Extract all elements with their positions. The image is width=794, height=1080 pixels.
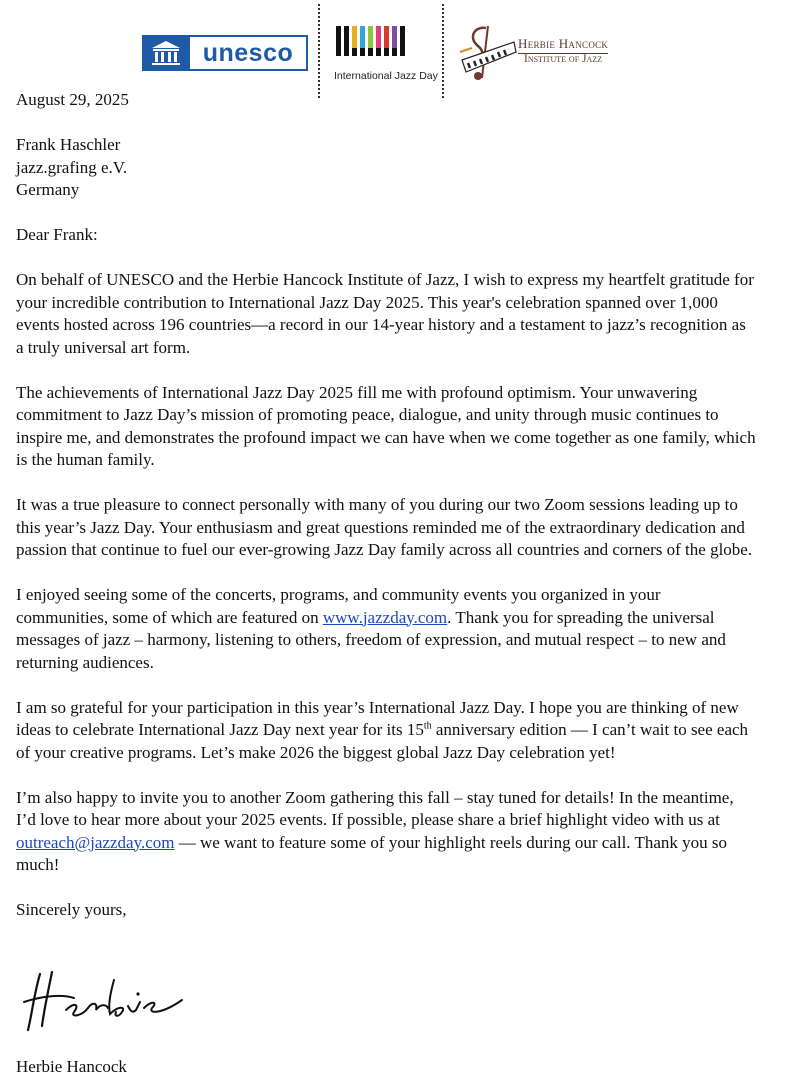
signature-icon	[22, 966, 192, 1036]
divider-dots	[442, 4, 444, 98]
jazz-day-keys-icon	[336, 26, 416, 62]
international-jazz-day-logo	[334, 26, 440, 82]
outreach-email-link[interactable]: outreach@jazzday.com	[16, 832, 175, 852]
hh-logo-line1: Herbie Hancock	[518, 36, 608, 54]
paragraph-4	[16, 584, 756, 674]
hh-logo-line2: Institute of Jazz	[524, 53, 603, 65]
recipient-country: Germany	[16, 180, 80, 199]
paragraph-4-text-b: . Thank you for spreading the universal messages of jazz – harmony, listening to others, freedom of expression, and mutual respect – to new and returning audiences.	[16, 607, 726, 672]
closing: Sincerely yours,	[16, 900, 127, 919]
paragraph-5	[16, 697, 756, 765]
letter-body	[16, 89, 756, 944]
jazz-day-logo-label: International Jazz Day	[334, 70, 438, 82]
piano-clef-icon	[458, 22, 518, 84]
paragraph-6-text-a: I’m also happy to invite you to another Zoom gathering this fall – stay tuned for details! In the meantime, I’d love to hear more about your 2025 events. If possible, please share a brief highlight video with us at	[16, 787, 734, 829]
unesco-temple-icon	[144, 37, 190, 69]
divider-dots	[318, 4, 320, 98]
recipient-address	[16, 134, 756, 202]
recipient-organization: jazz.grafing e.V.	[16, 157, 128, 177]
paragraph-5-text-a: I am so grateful for your participation in this year’s International Jazz Day. I hope you are thinking of new ideas to celebrate International Jazz Day next year for its 15	[16, 697, 739, 739]
paragraph-6-text-b: — we want to feature some of your highlight reels during our call. Thank you so much!	[16, 832, 728, 874]
unesco-wordmark: unesco	[202, 38, 294, 67]
paragraph-5-text-b: anniversary edition — I can’t wait to see each of your creative programs. Let’s make 2026 the biggest global Jazz Day celebration yet!	[16, 720, 749, 762]
letterhead	[0, 0, 794, 100]
paragraph-3: It was a true pleasure to connect personally with many of you during our two Zoom sessions leading up to this year’s Jazz Day. Your enthusiasm and great questions reminded me of the extraordinary dedication and passion that continue to fuel our ever-growing Jazz Day family across all countries and corners of the globe.	[16, 495, 753, 559]
recipient-name: Frank Haschler	[16, 135, 121, 154]
salutation: Dear Frank:	[16, 225, 98, 244]
ordinal-suffix: th	[423, 720, 432, 732]
letter-date: August 29, 2025	[16, 90, 129, 109]
unesco-logo	[142, 35, 308, 71]
signer-name: Herbie Hancock	[16, 1057, 127, 1076]
paragraph-6	[16, 787, 756, 877]
paragraph-1: On behalf of UNESCO and the Herbie Hancock Institute of Jazz, I wish to express my heartfelt gratitude for your incredible contribution to International Jazz Day 2025. This year's celebration spanned over 1,000 events hosted across 196 countries—a record in our 14-year history and a testament to jazz’s recognition as a truly universal art form.	[16, 270, 754, 357]
paragraph-4-text-a: I enjoyed seeing some of the concerts, programs, and community events you organized in your communities, some of which are featured on	[16, 585, 661, 627]
herbie-hancock-institute-logo	[456, 20, 636, 86]
jazzday-website-link[interactable]: www.jazzday.com	[322, 607, 448, 627]
paragraph-2: The achievements of International Jazz Day 2025 fill me with profound optimism. Your unwavering commitment to Jazz Day’s mission of promoting peace, dialogue, and unity through music continues to inspire me, and demonstrates the profound impact we can have when we come together as one family, which is the human family.	[16, 382, 756, 469]
